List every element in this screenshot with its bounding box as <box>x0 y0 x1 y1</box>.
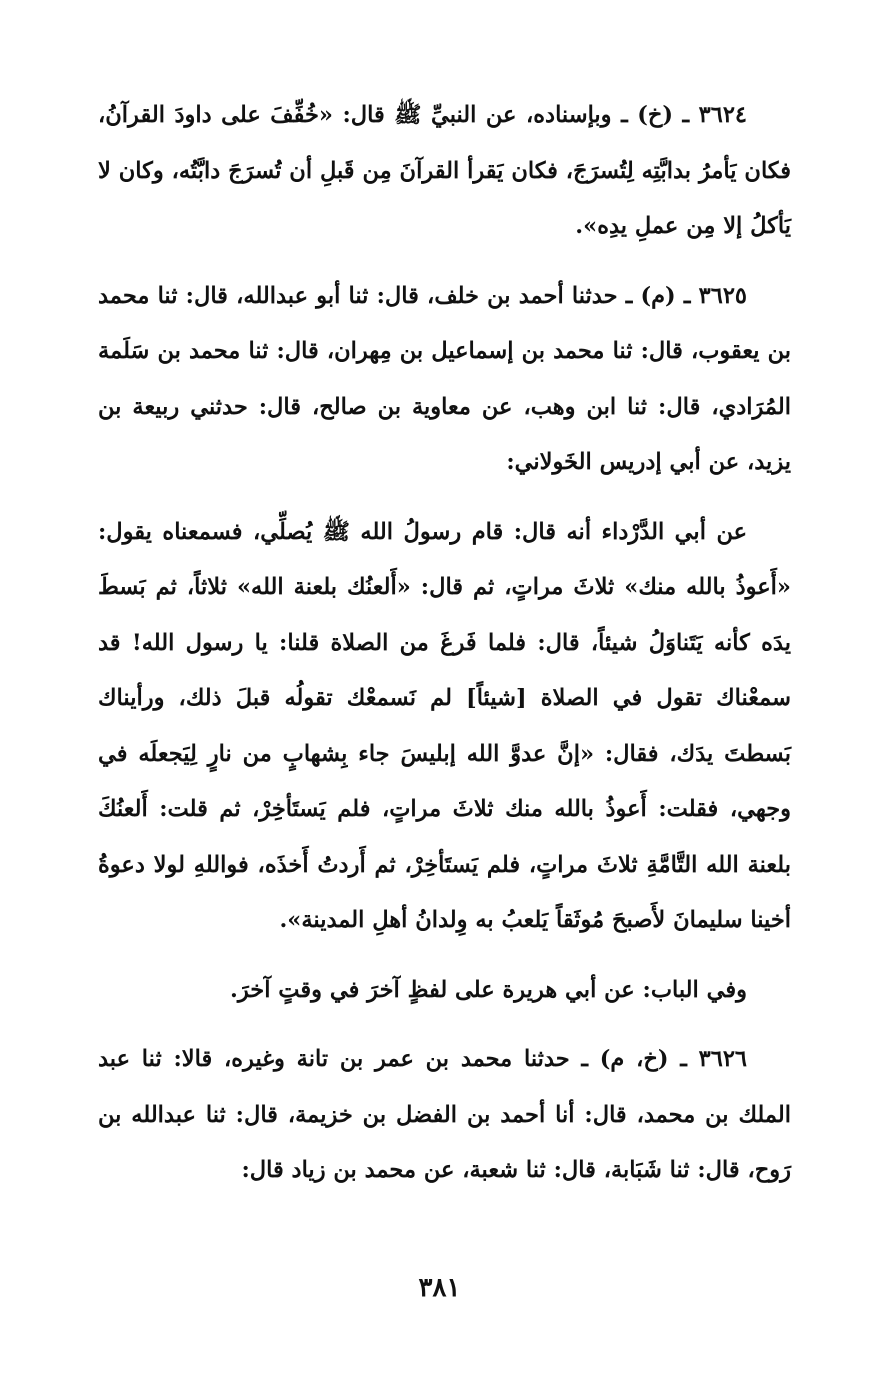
paragraph-gap <box>98 949 791 963</box>
hadith-3624-paragraph: ٣٦٢٤ ـ (خ) ـ وبإسناده، عن النبيِّ ﷺ قال: «خُفِّفَ على داودَ القرآنُ، فكان يَأمرُ بدابَّتِه لِتُسرَجَ، فكان يَقرأ القرآنَ مِن قَبلِ أن تُسرَجَ دابَّتُه، وكان لا يَأكلُ إلا مِن عملِ يدِه». <box>98 102 791 239</box>
hadith-3625-isnad-paragraph: ٣٦٢٥ ـ (م) ـ حدثنا أحمد بن خلف، قال: ثنا أبو عبدالله، قال: ثنا محمد بن يعقوب، قال: ثنا محمد بن إسماعيل بن مِهران، قال: ثنا محمد بن سَلَمة المُرَادي، قال: ثنا ابن وهب، عن معاوية بن صالح، قال: حدثني ربيعة بن يزيد، عن أبي إدريس الخَولاني: <box>98 282 791 475</box>
paragraph-gap <box>98 1018 791 1032</box>
main-text <box>98 88 791 1199</box>
paragraph-gap <box>98 491 791 505</box>
hadith-3625-matn-paragraph: عن أبي الدَّرْداء أنه قال: قام رسولُ الله ﷺ يُصلِّي، فسمعناه يقول: «أَعوذُ بالله منك» ثلاثَ مراتٍ، ثم قال: «أَلعنُك بلعنة الله» ثلاثاً، ثم بَسطَ يدَه كأنه يَتَناوَلُ شيئاً، قال: فلما فَرغَ من الصلاة قلنا: يا رسول الله! قد سمعْناك تقول في الصلاة [شيئاً] لم نَسمعْك تقولُه قبلَ ذلك، ورأيناك بَسطتَ يدَك، فقال: «إنَّ عدوَّ الله إبليسَ جاء بِشهابٍ من نارٍ لِيَجعلَه في وجهي، فقلت: أَعوذُ بالله منك ثلاثَ مراتٍ، فلم يَستَأخِرْ، ثم قلت: أَلعنُكَ بلعنة الله التَّامَّةِ ثلاثَ مراتٍ، فلم يَستَأخِرْ، ثم أَردتُ أَخذَه، فواللهِ لولا دعوةُ أخينا سليمانَ لأَصبحَ مُوثَقاً يَلعبُ به وِلدانُ أهلِ المدينة». <box>98 518 791 933</box>
bab-note-paragraph: وفي الباب: عن أبي هريرة على لفظٍ آخرَ في وقتٍ آخرَ. <box>230 976 747 1003</box>
page-number: ٣٨١ <box>418 1273 461 1303</box>
paragraph-gap <box>98 255 791 269</box>
hadith-3626-paragraph: ٣٦٢٦ ـ (خ، م) ـ حدثنا محمد بن عمر بن تانة وغيره، قالا: ثنا عبد الملك بن محمد، قال: أنا أحمد بن الفضل بن خزيمة، قال: ثنا عبدالله بن رَوح، قال: ثنا شَبَابة، قال: ثنا شعبة، عن محمد بن زياد قال: <box>98 1046 791 1183</box>
